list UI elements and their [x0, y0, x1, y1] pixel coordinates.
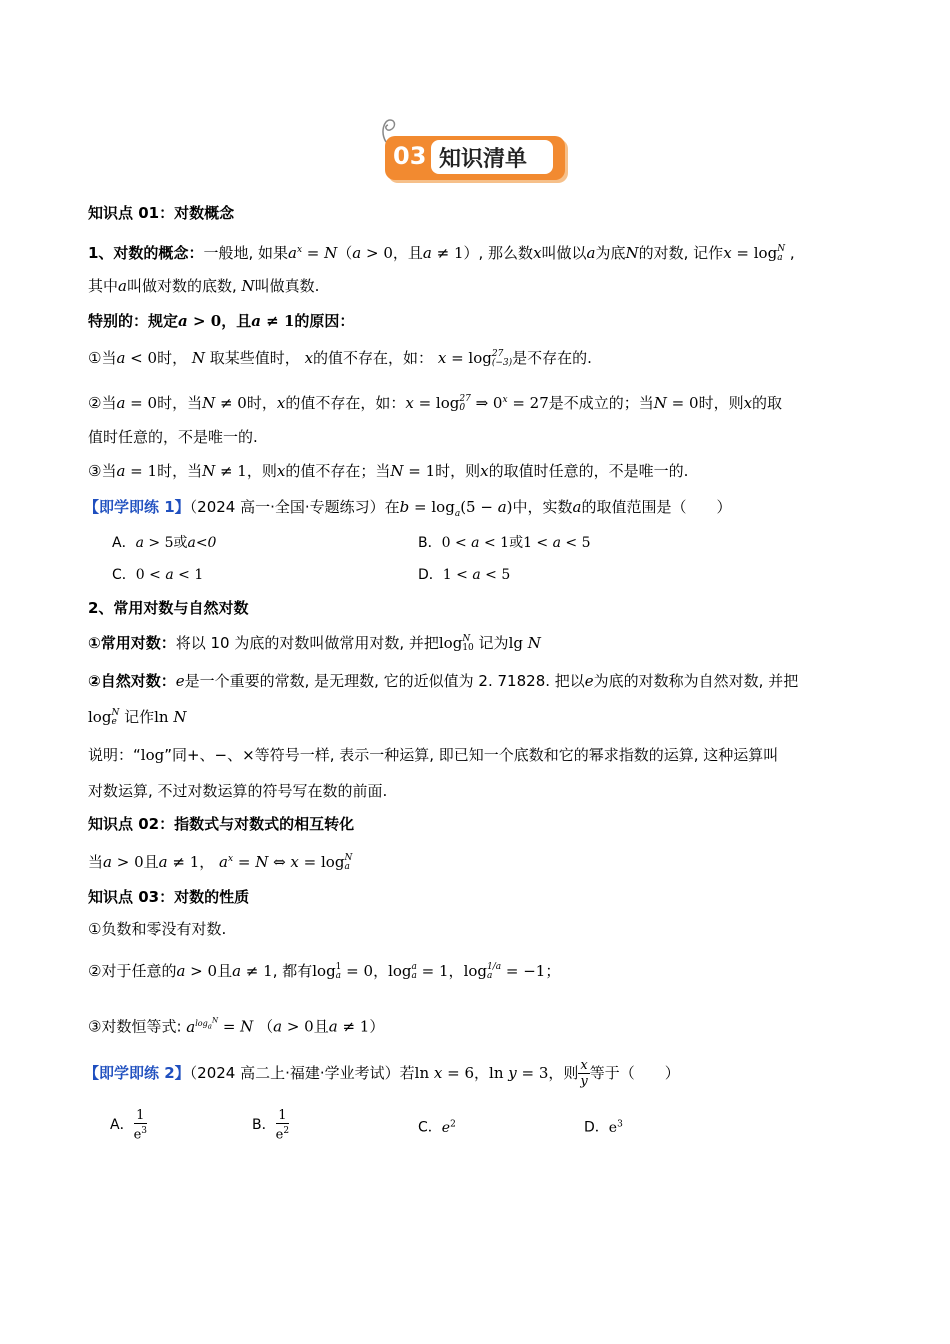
note-line-2: 对数运算, 不过对数运算的符号写在数的前面. [88, 782, 388, 800]
exercise-tag: 【即学即练 1】 [84, 498, 190, 516]
definition-line: 1、对数的概念：一般地, 如果$a^x = N(a > 0$，且a ≠ 1）, 那么数x叫做以a为底N的对数, 记作x = log N a , [88, 243, 795, 263]
case-3: ③当a = 1时，当N ≠ 1，则x的值不存在；当N = 1时，则x的取值时任意的，不是唯一的. [88, 462, 689, 480]
natural-log-line-2: log N e 记作ln N [88, 707, 187, 727]
common-log-line: ①常用对数：将以 10 为底的对数叫做常用对数, 并把log N 10 记为lg N [88, 633, 541, 653]
section-number: 03 [393, 142, 427, 170]
ex1-option-d[interactable]: D．1 < a < 5 [418, 567, 511, 583]
exercise-1: 【即学即练 1】（2024 高一·全国·专题练习）在$b = \log_a(5 - a)$中，实数a的取值范围是（ ） [84, 498, 732, 519]
ex1-option-c[interactable]: C．0 < a < 1 [112, 567, 204, 583]
case-2: ②当a = 0时，当N ≠ 0时，x的值不存在，如：x = log 27 0 ⇒ $0^x = 27$是不成立的；当N = 0时，则x的取 [88, 393, 783, 413]
note-line: 说明：“log”同+、−、×等符号一样, 表示一种运算, 即已知一个底数和它的幂求指数的运算, 这种运算叫 [88, 746, 779, 764]
common-natural-heading: 2、常用对数与自然对数 [88, 599, 249, 617]
kp3-heading: 知识点 03：对数的性质 [88, 888, 250, 906]
ex2-option-b[interactable]: B． $\frac{1}{e^2}$ [252, 1108, 290, 1143]
ex1-option-b[interactable]: B．0 < a < 1或1 < a < 5 [418, 535, 591, 551]
kp2-heading: 知识点 02：指数式与对数式的相互转化 [88, 815, 355, 833]
ex1-option-a[interactable]: A．a > 5或a<0 [112, 535, 217, 551]
case-2-cont: 值时任意的，不是唯一的. [88, 428, 258, 446]
special-line: 特别的：规定a > 0，且a ≠ 1的原因： [88, 312, 355, 330]
kp2-formula: 当a > 0且a ≠ 1， $a^x = N$ ⇔ x = log N a [88, 852, 353, 872]
property-2: ②对于任意的a > 0且a ≠ 1, 都有log 1 a = 0，log a a = 1，log 1/a a = −1； [88, 961, 561, 981]
exercise-tag-2: 【即学即练 2】 [84, 1064, 190, 1082]
property-3: ③对数恒等式: $a^{log_a^N} = N$ （a > 0且a ≠ 1） [88, 1016, 385, 1036]
section-title-badge [385, 136, 565, 180]
section-title: 知识清单 [439, 147, 528, 172]
case-1: ①当a < 0时， N 取某些值时， x的值不存在，如： x = log 27 (−3) 是不存在的. [88, 348, 592, 368]
ex2-option-d[interactable]: D．$e^3$ [584, 1119, 623, 1136]
kp1-heading: 知识点 01：对数概念 [88, 204, 235, 222]
property-1: ①负数和零没有对数. [88, 920, 227, 938]
definition-line-2: 其中a叫做对数的底数, N叫做真数. [88, 277, 320, 295]
ex2-option-a[interactable]: A． $\frac{1}{e^3}$ [110, 1108, 148, 1143]
ex2-option-c[interactable]: C．$e^2$ [418, 1119, 456, 1136]
exercise-2: 【即学即练 2】（2024 高二上·福建·学业考试）若ln x = 6，ln y = 3，则 $\frac{x}{y}$ 等于（ ） [84, 1058, 680, 1089]
natural-log-line: ②自然对数：e是一个重要的常数, 是无理数, 它的近似值为 2. 71828. 把以e为底的对数称为自然对数, 并把 [88, 672, 799, 690]
